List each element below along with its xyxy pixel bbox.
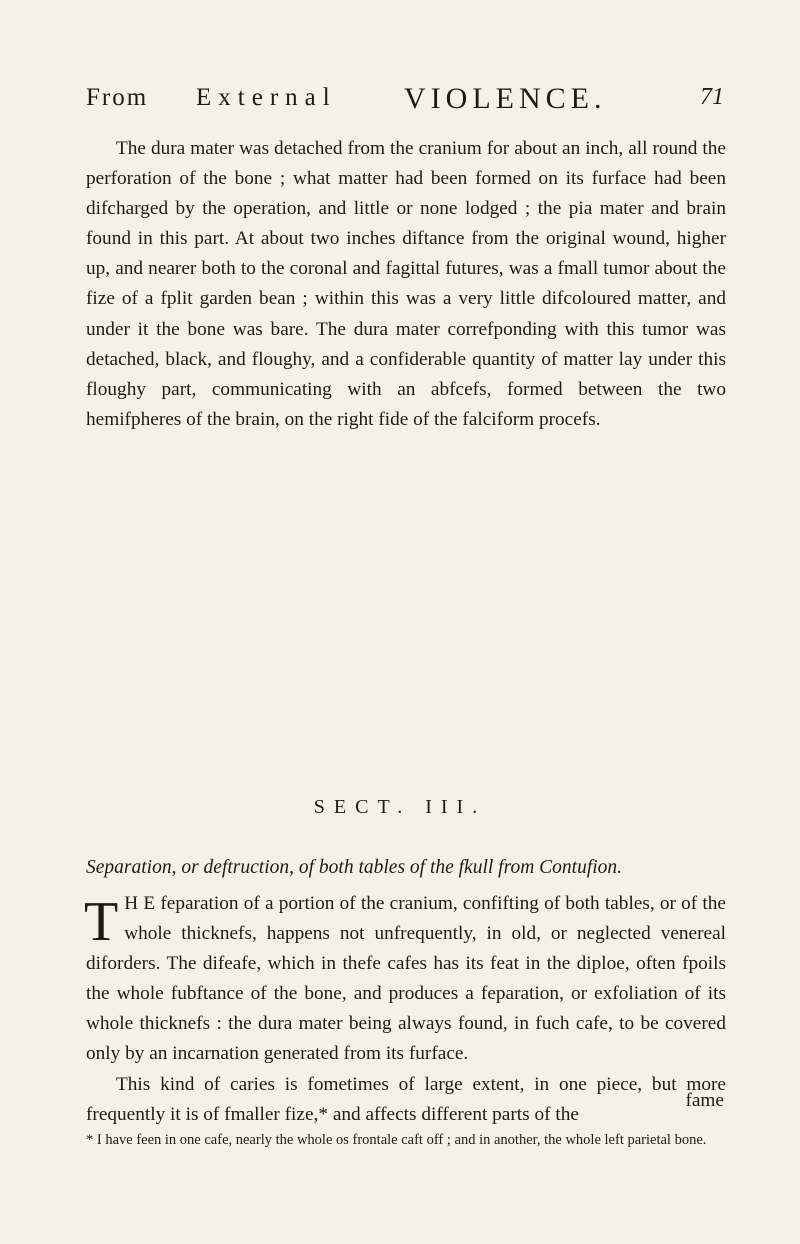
paragraph-3-text: This kind of caries is fometimes of large extent, in one piece, but more frequently it is of fmaller fize,* and affects different parts of the — [86, 1073, 726, 1125]
header-external: External — [196, 84, 337, 111]
running-header — [86, 82, 724, 126]
paragraph-1-text: The dura mater was detached from the cranium for about an inch, all round the perforation of the bone ; what matter had been formed on its furface had been difcharged by the operation, and little or none lodged ; the pia mater and brain found in this part. At about two inches diftance from the original wound, higher up, and nearer both to the coronal and fagittal futures, was a fmall tumor about the fize of a fplit garden bean ; within this was a very little difcoloured matter, and under it the bone was bare. The dura mater correfponding with this tumor was detached, black, and floughy, and a confiderable quantity of matter lay under this floughy part, communicating with an abfcefs, formed between the two hemifpheres of the brain, on the right fide of the falciform procefs. — [86, 138, 726, 430]
catchword: fame — [685, 1090, 724, 1111]
section-heading: SECT. III. — [313, 796, 487, 818]
page-number: 71 — [700, 84, 724, 110]
header-violence: VIOLENCE. — [404, 82, 607, 115]
paragraph-2-body — [86, 889, 726, 1070]
header-from: From — [86, 84, 149, 111]
section-subtitle: Separation, or deftruction, of both tables of the fkull from Contufion. — [86, 857, 623, 878]
drop-cap: T — [84, 891, 119, 953]
paragraph-2 — [86, 889, 726, 1130]
paragraph-2-text: H E feparation of a portion of the cranium, confifting of both tables, or of the whole thicknefs, happens not unfrequently, in old, or neglected venereal diforders. The difeafe, which in thefe cafes has its feat in the diploe, often fpoils the whole fubftance of the bone, and produces a feparation, or exfoliation of its whole thicknefs : the dura mater being always found, in fuch cafe, to be covered only by an incarnation generated from its furface. — [86, 893, 726, 1065]
footnote: * I have feen in one cafe, nearly the whole os frontale caft off ; and in another, the whole left parietal bone. — [86, 1132, 707, 1148]
paragraph-1 — [86, 134, 726, 435]
